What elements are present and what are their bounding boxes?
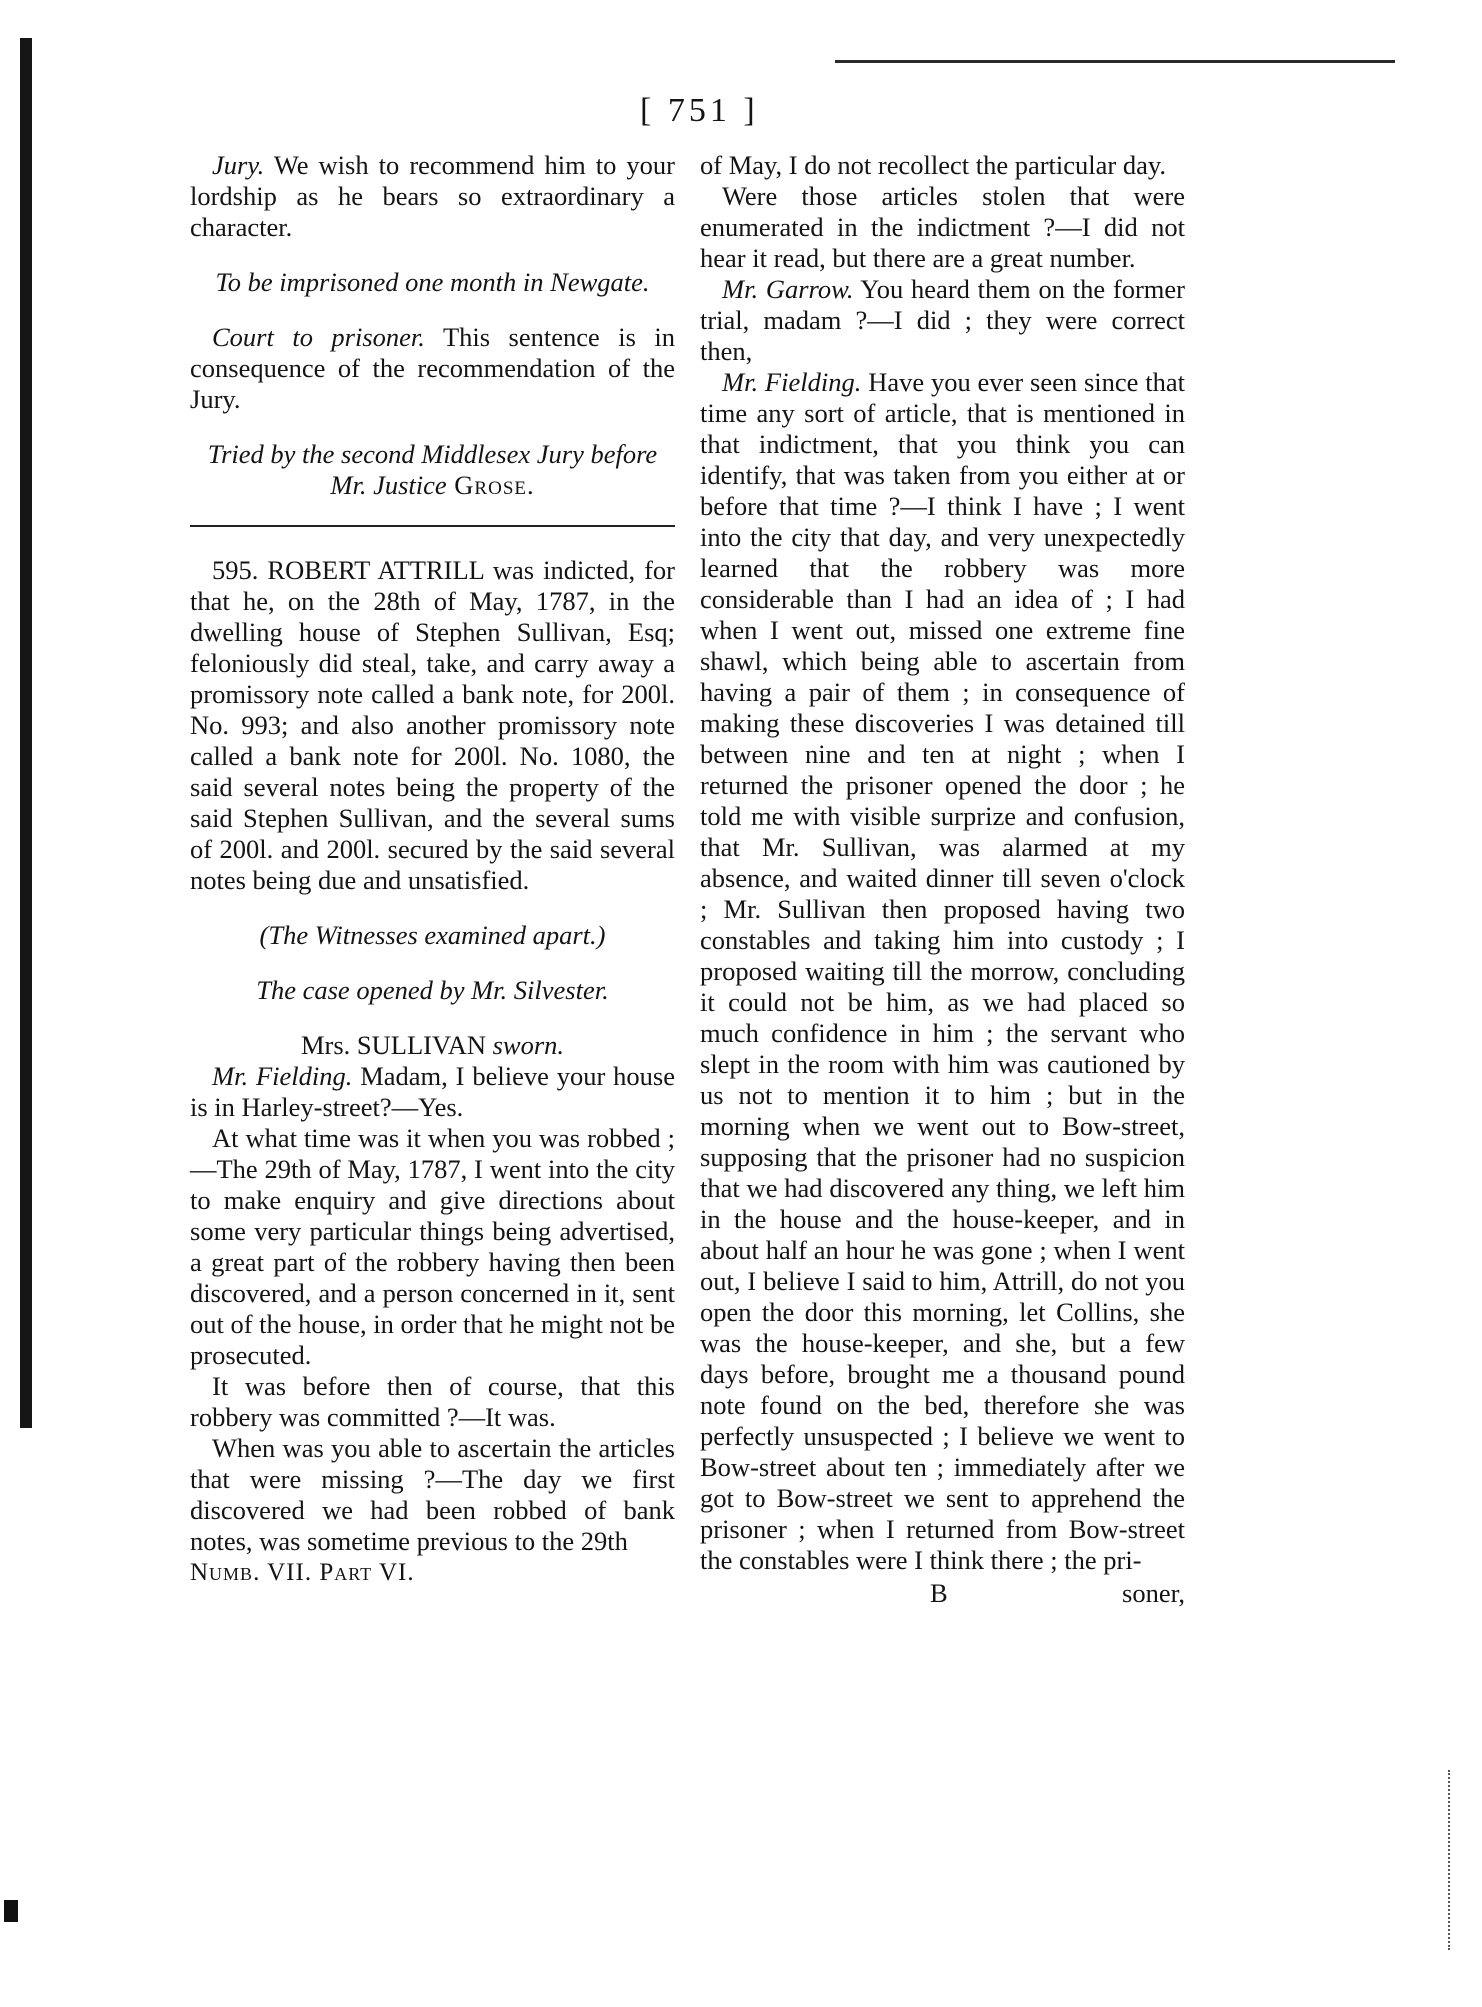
testimony-paragraph: Were those articles stolen that were enumerated in the indictment ?—I did not hear it read, but there are a great number. <box>700 181 1185 273</box>
page-footer <box>700 1578 1185 1609</box>
scan-mark <box>4 1900 18 1922</box>
witnesses-note: (The Witnesses examined apart.) <box>259 920 606 950</box>
testimony-paragraph: At what time was it when you was robbed ;—The 29th of May, 1787, I went into the city to make enquiry and give directions about some very particular things being advertised, a great part of the robbery having then been discovered, and a person concerned in it, sent out of the house, in order that he might not be prosecuted. <box>190 1123 675 1370</box>
jury-paragraph <box>190 150 675 243</box>
tried-judge-name: Grose. <box>446 470 535 500</box>
garrow-paragraph <box>700 274 1185 367</box>
garrow-text: You heard them on the former trial, madam ?—I did ; they were correct then, <box>700 274 1185 366</box>
page-number: [ 751 ] <box>640 92 759 129</box>
catchword: soner, <box>1122 1578 1185 1608</box>
court-speaker: Court to prisoner. <box>212 322 425 352</box>
garrow-speaker: Mr. Garrow. <box>722 274 854 304</box>
signature-mark: B <box>930 1578 948 1608</box>
binding-shadow <box>20 38 32 1428</box>
witness-heading <box>190 1030 675 1061</box>
court-text: This sentence is in consequence of the recommendation of the Jury. <box>190 322 675 414</box>
left-column <box>190 150 675 1588</box>
sentence-line: To be imprisoned one month in Newgate. <box>215 267 650 297</box>
testimony-paragraph: of May, I do not recollect the particular day. <box>700 150 1167 180</box>
question-text: Madam, I believe your house is in Harley-street?—Yes. <box>190 1061 675 1122</box>
section-rule <box>190 525 675 527</box>
jury-text: We wish to recommend him to your lordship as he bears so extraordinary a character. <box>190 150 675 242</box>
fielding-speaker: Mr. Fielding. <box>722 367 862 397</box>
fielding-text: Have you ever seen since that time any sort of article, that is mentioned in that indictment, that you think you can identify, that was taken from you either at or before that time ?—I think I have ; I went into the city that day, and very unexpectedly learned that the robbery was more considerable than I had an idea of ; I had when I went out, missed one extreme fine shawl, which being able to ascertain from having a pair of them ; in consequence of making these discoveries I was detained till between nine and ten at night ; when I returned the prisoner opened the door ; he told me with visible surprize and confusion, that Mr. Sullivan, was alarmed at my absence, and waited dinner till seven o'clock ; Mr. Sullivan then proposed having two constables and taking him into custody ; I proposed waiting till the morrow, concluding it could not be him, as we had placed so much confidence in him ; the servant who slept in the room with him was cautioned by us not to mention it to him ; but in the morning when we went out to Bow-street, supposing that the prisoner had no suspicion that we had discovered any thing, we left him in the house and the house-keeper, and in about half an hour he was gone ; when I went out, I believe I said to him, Attrill, do not you open the door this morning, let Collins, she was the house-keeper, and she, but a few days before, brought me a thousand pound note found on the bed, therefore she was perfectly unsuspected ; I believe we went to Bow-street about ten ; immediately after we got to Bow-street we sent to apprehend the prisoner ; when I returned from Bow-street the constables were I think there ; the pri- <box>700 367 1185 1575</box>
testimony-paragraph: When was you able to ascertain the articles that were missing ?—The day we first discovered we had been robbed of bank notes, was sometime previous to the 29th <box>190 1433 675 1556</box>
witness-name: Mrs. SULLIVAN <box>300 1030 486 1060</box>
indictment-text: was indicted, for that he, on the 28th of May, 1787, in the dwelling house of Stephen Sullivan, Esq; feloniously did steal, take, and carry away a promissory note called a bank note, for 200l. No. 993; and also another promissory note called a bank note for 200l. No. 1080, the said several notes being the property of the said Stephen Sullivan, and the several sums of 200l. and 200l. secured by the said several notes being due and unsatisfied. <box>190 555 675 895</box>
footer-signature-line: Numb. VII. Part VI. <box>190 1559 415 1586</box>
header-rule <box>835 60 1395 63</box>
defendant-name: ROBERT ATTRILL <box>267 555 484 585</box>
case-opened-note: The case opened by Mr. Silvester. <box>256 975 609 1005</box>
tried-line-1: Tried by the second Middlesex Jury before <box>207 439 658 469</box>
tried-judge-title: Mr. Justice <box>330 470 447 500</box>
witness-sworn: sworn. <box>485 1030 565 1060</box>
tried-line-2 <box>190 470 675 501</box>
court-paragraph <box>190 322 675 415</box>
indictment-paragraph <box>190 555 675 896</box>
case-number: 595. <box>212 555 268 585</box>
right-column <box>700 150 1185 1609</box>
fielding-paragraph <box>700 367 1185 1576</box>
fielding-speaker: Mr. Fielding. <box>212 1061 353 1091</box>
testimony-paragraph: It was before then of course, that this robbery was committed ?—It was. <box>190 1371 675 1432</box>
question-paragraph <box>190 1061 675 1123</box>
edge-perforation <box>1448 1770 1453 1950</box>
jury-speaker: Jury. <box>212 150 265 180</box>
